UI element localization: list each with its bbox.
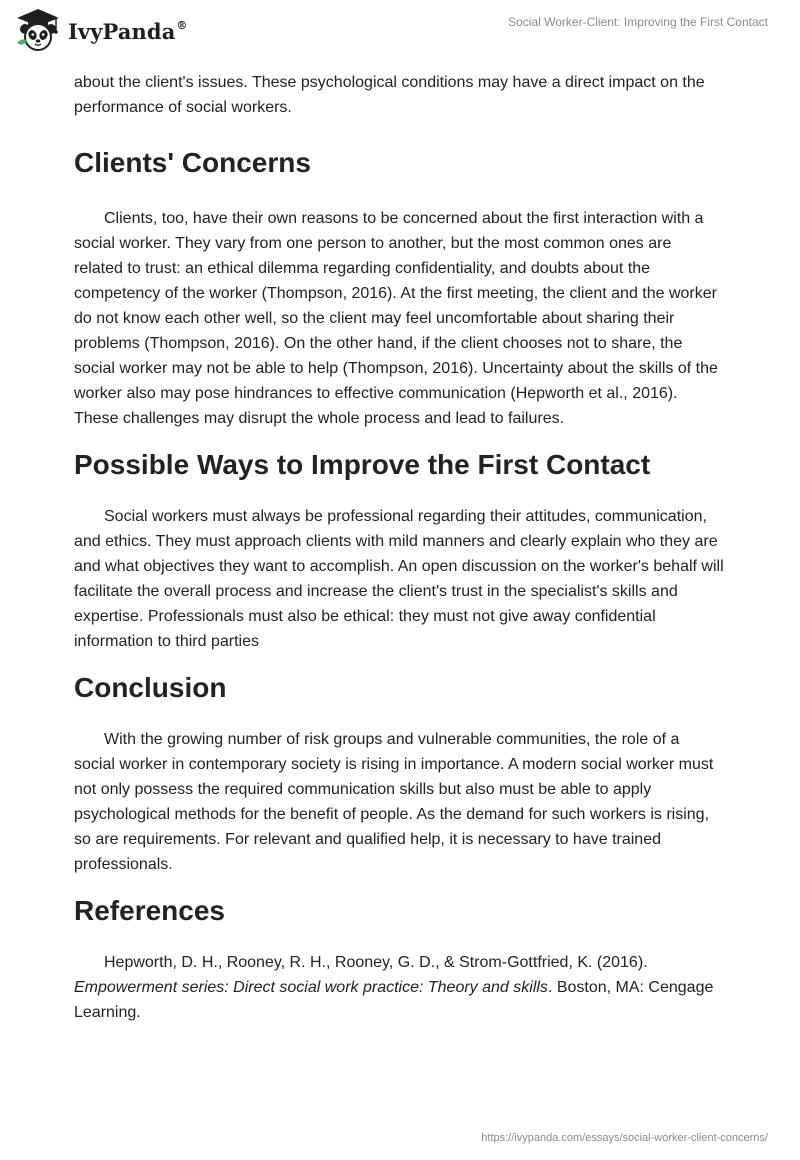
conclusion-heading: Conclusion bbox=[74, 672, 227, 703]
improve-contact-paragraph: Social workers must always be professional regarding their attitudes, communication, and ethics. They must approach clients with mild manners and clearly explain who they are and what objectives they want to accomplish. An open discussion on the worker's behalf will facilitate the overall process and increase the client's trust in the specialist's skills and expertise. Professionals must also be ethical: they must not give away confidential information to third parties bbox=[74, 508, 724, 650]
essay-content bbox=[74, 70, 724, 1025]
conclusion-paragraph: With the growing number of risk groups and vulnerable communities, the role of a social worker in contemporary society is rising in importance. A modern social worker must not only possess the required communication skills but also must be able to apply psychological methods for the benefit of people. As the demand for such workers is rising, so are requirements. For relevant and qualified help, it is necessary to have trained professionals. bbox=[74, 731, 714, 873]
clients-concerns-paragraph: Clients, too, have their own reasons to be concerned about the first interaction with a social worker. They vary from one person to another, but the most common ones are related to trust: an ethical dilemma regarding confidentiality, and doubts about the competency of the worker (Thompson, 2016). At the first meeting, the client and the worker do not know each other well, so the client may feel uncomfortable about sharing their problems (Thompson, 2016). On the other hand, if the client chooses not to share, the social worker may not be able to help (Thompson, 2016). Uncertainty about the skills of the worker also may pose hindrances to effective communication (Hepworth et al., 2016). These challenges may disrupt the whole process and lead to failures. bbox=[74, 210, 718, 427]
reference-title: Empowerment series: Direct social work practice: Theory and skills bbox=[74, 979, 548, 996]
source-url[interactable]: https://ivypanda.com/essays/social-worker-client-concerns/ bbox=[481, 1132, 768, 1144]
brand-name: IvyPanda® bbox=[68, 18, 188, 44]
intro-continuation-paragraph: about the client's issues. These psychological conditions may have a direct impact on the performance of social workers. bbox=[74, 74, 705, 116]
document-title: Social Worker-Client: Improving the First Contact bbox=[508, 15, 768, 29]
brand-logo[interactable] bbox=[14, 7, 188, 53]
reference-publisher: . Boston, MA: Cengage Learning. bbox=[74, 979, 714, 1021]
references-heading: References bbox=[74, 895, 225, 926]
reference-authors: Hepworth, D. H., Rooney, R. H., Rooney, G. D., & Strom-Gottfried, K. (2016). bbox=[104, 954, 648, 971]
clients-concerns-heading: Clients' Concerns bbox=[74, 147, 311, 178]
panda-graduate-icon bbox=[14, 7, 62, 53]
page-header bbox=[0, 0, 800, 64]
improve-contact-heading: Possible Ways to Improve the First Contact bbox=[74, 449, 651, 480]
reference-entry bbox=[74, 950, 724, 1025]
